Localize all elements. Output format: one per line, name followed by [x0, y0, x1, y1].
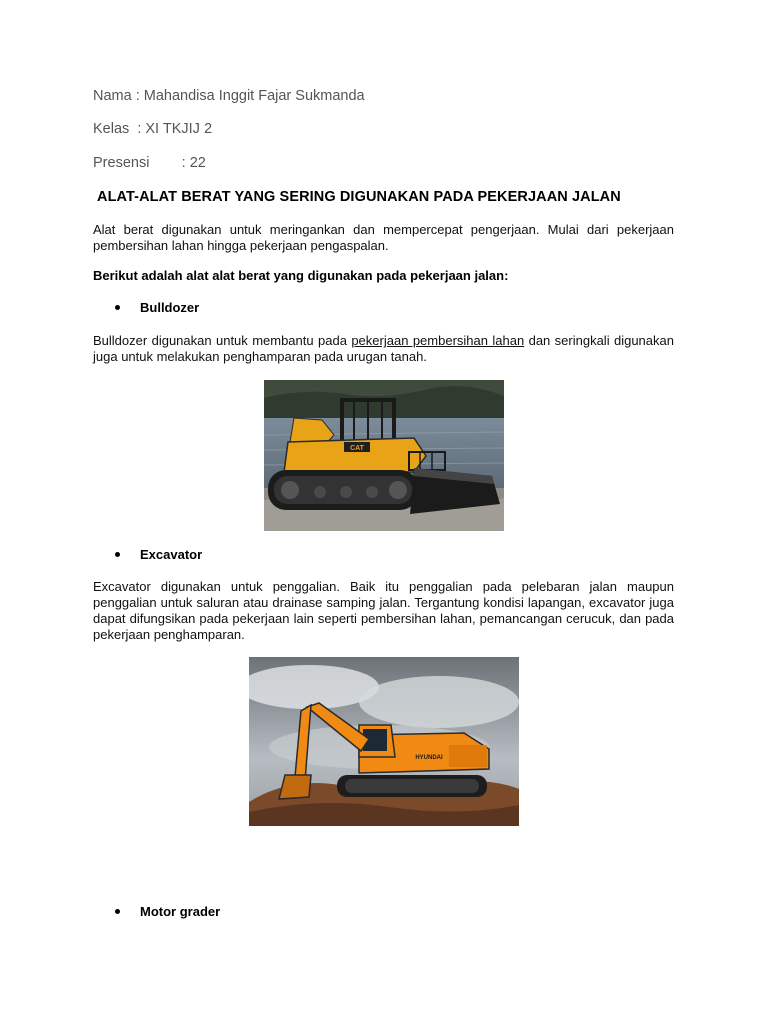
pekerjaan-link[interactable]: pekerjaan pembersihan lahan — [351, 333, 525, 348]
bullet-icon — [115, 305, 120, 310]
list-item-bulldozer — [115, 300, 199, 315]
cat-logo: CAT — [350, 445, 364, 452]
student-attendance: Presensi : 22 — [93, 155, 206, 171]
list-heading: Berikut adalah alat alat berat yang digunakan pada pekerjaan jalan: — [93, 268, 509, 283]
item-title: Excavator — [140, 547, 203, 562]
list-item-excavator — [115, 547, 202, 562]
hyundai-logo: HYUNDAI — [415, 755, 443, 761]
desc-text: Bulldozer digunakan untuk membantu pada — [93, 333, 352, 348]
excavator-photo — [249, 657, 519, 826]
item-title: Bulldozer — [140, 300, 200, 315]
item-title: Motor grader — [140, 904, 221, 919]
bullet-icon — [115, 909, 120, 914]
bulldozer-description — [93, 333, 674, 365]
intro-paragraph: Alat berat digunakan untuk meringankan dan mempercepat pengerjaan. Mulai dari pekerjaan pembersihan lahan hingga pekerjaan pengaspalan. — [93, 222, 674, 253]
student-class: Kelas : XI TKJIJ 2 — [93, 121, 213, 137]
excavator-description: Excavator digunakan untuk penggalian. Baik itu penggalian pada pelebaran jalan maupun penggalian untuk saluran atau drainase samping jalan. Tergantung kondisi lapangan, excavator juga dapat difungsikan pada pekerjaan lain seperti pembersihan lahan, pemancangan cerucuk, dan pada pekerjaan penghamparan. — [93, 579, 674, 642]
bulldozer-photo — [264, 380, 504, 531]
desc-text: dan seringkali digunakan juga untuk melakukan penghamparan pada urugan tanah. — [93, 333, 674, 364]
bullet-icon — [115, 552, 120, 557]
document-title: ALAT-ALAT BERAT YANG SERING DIGUNAKAN PADA PEKERJAAN JALAN — [97, 189, 621, 205]
student-name: Nama : Mahandisa Inggit Fajar Sukmanda — [93, 88, 365, 104]
list-item-motor-grader — [115, 904, 220, 919]
